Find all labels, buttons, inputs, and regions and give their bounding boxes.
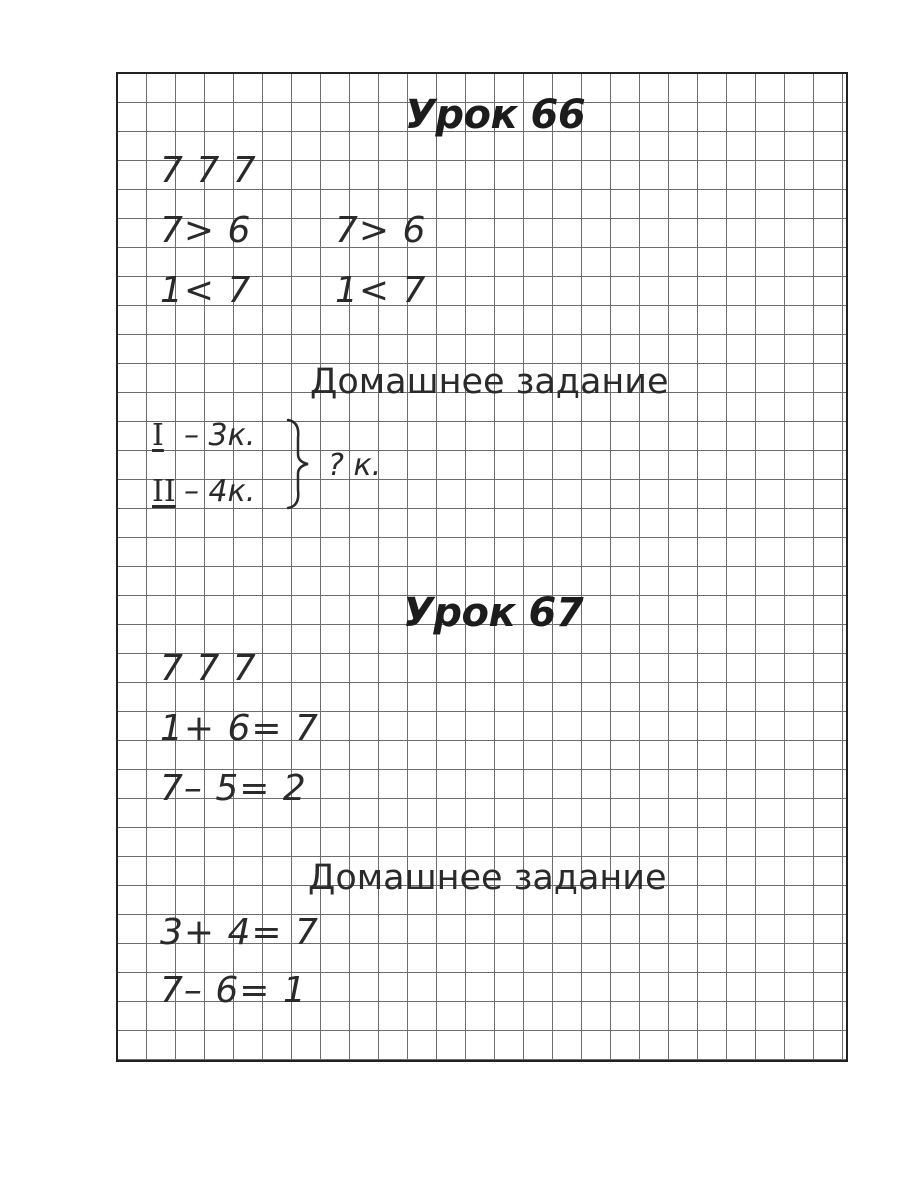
curly-brace-icon [284, 418, 312, 510]
hw-question: ? к. [328, 448, 382, 483]
lesson-67-title: Урок 67 [403, 590, 584, 636]
lesson-66-compare-left-2: 1< 7 [160, 270, 252, 311]
lesson-67-equation-2: 7– 5= 2 [160, 768, 307, 809]
lesson-67-equation-1: 1+ 6= 7 [160, 708, 319, 749]
hw-line2-text: – 4к. [184, 474, 256, 509]
lesson-66-compare-left-1: 7> 6 [160, 210, 252, 251]
hw-line2-roman: II [152, 474, 176, 509]
lesson-67-homework-title: Домашнее задание [308, 858, 667, 898]
lesson-66-homework-title: Домашнее задание [310, 362, 669, 402]
lesson-67-hw-equation-1: 3+ 4= 7 [160, 912, 319, 953]
lesson-66-compare-right-2: 1< 7 [335, 270, 427, 311]
lesson-66-title: Урок 66 [405, 92, 586, 138]
hw-line1-roman: I [152, 418, 164, 453]
lesson-66-row-sevens: 7 7 7 [160, 150, 257, 191]
lesson-67-hw-equation-2: 7– 6= 1 [160, 970, 307, 1011]
lesson-66-compare-right-1: 7> 6 [335, 210, 427, 251]
hw-line1-text: – 3к. [184, 418, 256, 453]
lesson-67-row-sevens: 7 7 7 [160, 648, 257, 689]
